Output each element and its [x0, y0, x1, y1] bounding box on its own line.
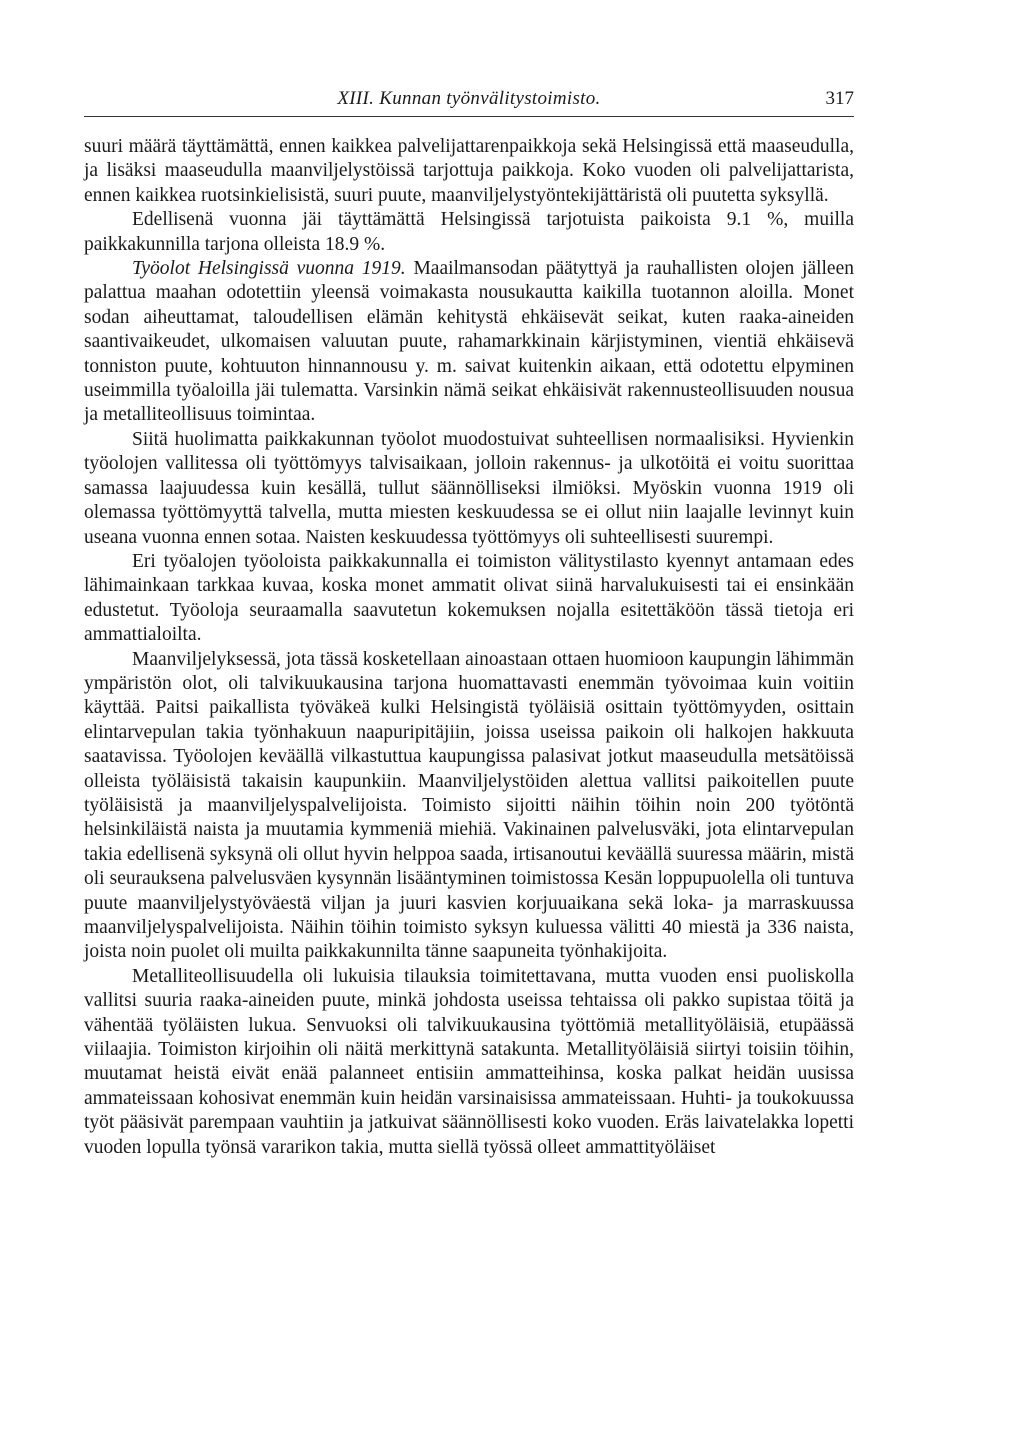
page-header [84, 88, 854, 117]
paragraph-text: Siitä huolimatta paikkakunnan työolot muodostuivat suhteellisen normaalisiksi. Hyvienkin työolojen vallitessa oli työttömyys talvisaikaan, jolloin rakennus- ja ulkotöitä ei voitu suorittaa samassa laajuudessa kuin kesällä, tullut säännölliseksi ilmiöksi. Myöskin vuonna 1919 oli olemassa työttömyyttä talvella, mutta miesten keskuudessa se ei ollut niin laajalle levinnyt kuin useana vuonna ennen sotaa. Naisten keskuudessa työttömyys oli suhteellisesti suurempi. [84, 428, 854, 548]
paragraph-text: Eri työalojen työoloista paikkakunnalla ei toimiston välitystilasto kyennyt antamaan edes lähimainkaan tarkkaa kuvaa, koska monet ammatit olivat siinä harvalukuisesti tai ei ensinkään edustetut. Työoloja seuraamalla saavutetun kokemuksen nojalla esitettäköön tässä tietoja eri ammattialoilta. [84, 550, 854, 646]
paragraph-5 [84, 550, 854, 648]
paragraph-2 [84, 208, 854, 257]
paragraph-text: suuri määrä täyttämättä, ennen kaikkea palvelijattarenpaikkoja sekä Helsingissä että maaseudulla, ja lisäksi maaseudulla maanviljelystöissä tarjottuja paikkoja. Koko vuoden oli palvelijattarista, ennen kaikkea ruotsinkielisistä, suuri puute, maanviljelystyöntekijättäristä oli puutetta syksyllä. [84, 136, 854, 206]
paragraph-1 [84, 135, 854, 208]
paragraph-7 [84, 965, 854, 1160]
paragraph-text: Maailmansodan päätyttyä ja rauhallisten olojen jälleen palattua maahan odotettiin yleensä voimakasta nousukautta kaikilla tuotannon aloilla. Monet sodan aiheuttamat, taloudellisen elämän kehitystä ehkäisevät seikat, kuten raaka-aineiden saantivaikeudet, ulkomaisen valuutan puute, rahamarkkinain kärjistyminen, vientiä ehkäisevä tonniston puute, kohtuuton hinnannousu y. m. saivat kuitenkin aikaan, että odotettu elpyminen useimmilla työaloilla jäi tulematta. Varsinkin nämä seikat ehkäisivät rakennusteollisuuden nousua ja metalliteollisuus toimintaa. [84, 258, 854, 426]
paragraph-text: Maanviljelyksessä, jota tässä kosketellaan ainoastaan ottaen huomioon kaupungin lähimmän ympäristön olot, oli talvikuukausina tarjona huomattavasti enemmän työvoimaa kuin voitiin käyttää. Paitsi paikallista työväkeä kulki Helsingistä työläisiä osittain työttömyyden, osittain elintarvepulan takia työnhakuun naapuripitäjiin, joissa useissa paikoin oli halkojen hakkuuta saatavissa. Työolojen keväällä vilkastuttua kaupungissa palasivat jotkut maaseudulla metsätöissä olleista työläisistä takaisin kaupunkiin. Maanviljelystöiden alettua vallitsi paikoitellen puute työläisistä ja maanviljelyspalvelijoista. Toimisto sijoitti näihin töihin noin 200 työtöntä helsinkiläistä naista ja muutamia kymmeniä miehiä. Vakinainen palvelusväki, jota elintarvepulan takia edellisenä syksynä oli ollut hyvin helppoa saada, irtisanoutui keväällä suuressa määrin, mistä oli seurauksena palvelusväen kysynnän lisääntyminen toimistossa Kesän loppupuolella oli tuntuva puute maanviljelystyöväestä viljan ja juuri kasvien korjuuaikana sekä loka- ja marraskuussa maanviljelyspalvelijoista. Näihin töihin toimisto syksyn kuluessa välitti 40 miestä ja 336 naista, joista noin puolet oli muilta paikkakunnilta tänne saapuneita työnhakijoita. [84, 648, 854, 963]
document-page [84, 88, 854, 1160]
section-heading: Työolot Helsingissä vuonna 1919. [132, 258, 406, 280]
paragraph-text: Edellisenä vuonna jäi täyttämättä Helsingissä tarjotuista paikoista 9.1 %, muilla paikkakunnilla tarjona olleista 18.9 %. [84, 209, 854, 255]
paragraph-4 [84, 428, 854, 550]
paragraph-text: Metalliteollisuudella oli lukuisia tilauksia toimitettavana, mutta vuoden ensi puoliskolla vallitsi suuria raaka-aineiden puute, minkä johdosta useissa tehtaissa oli pakko supistaa töitä ja vähentää työläisten lukua. Senvuoksi oli talvikuukausina työttömiä metallityöläisiä, etupäässä viilaajia. Toimiston kirjoihin oli näitä merkittynä satakunta. Metallityöläisiä siirtyi toisiin töihin, muutamat heistä eivät enää palanneet entisiin ammatteihinsa, koska palkat heidän uusissa ammateissaan kohosivat enemmän kuin heidän varsinaisissa ammateissaan. Huhti- ja toukokuussa työt pääsivät parempaan vauhtiin ja jatkuivat säännöllisesti koko vuoden. Eräs laivatelakka lopetti vuoden lopulla työnsä vararikon takia, mutta siellä työssä olleet ammattityöläiset [84, 965, 854, 1158]
paragraph-3 [84, 257, 854, 428]
paragraph-6 [84, 648, 854, 965]
running-title: XIII. Kunnan työnvälitystoimisto. [337, 88, 601, 109]
document-body [84, 135, 854, 1160]
page-number: 317 [825, 88, 854, 109]
